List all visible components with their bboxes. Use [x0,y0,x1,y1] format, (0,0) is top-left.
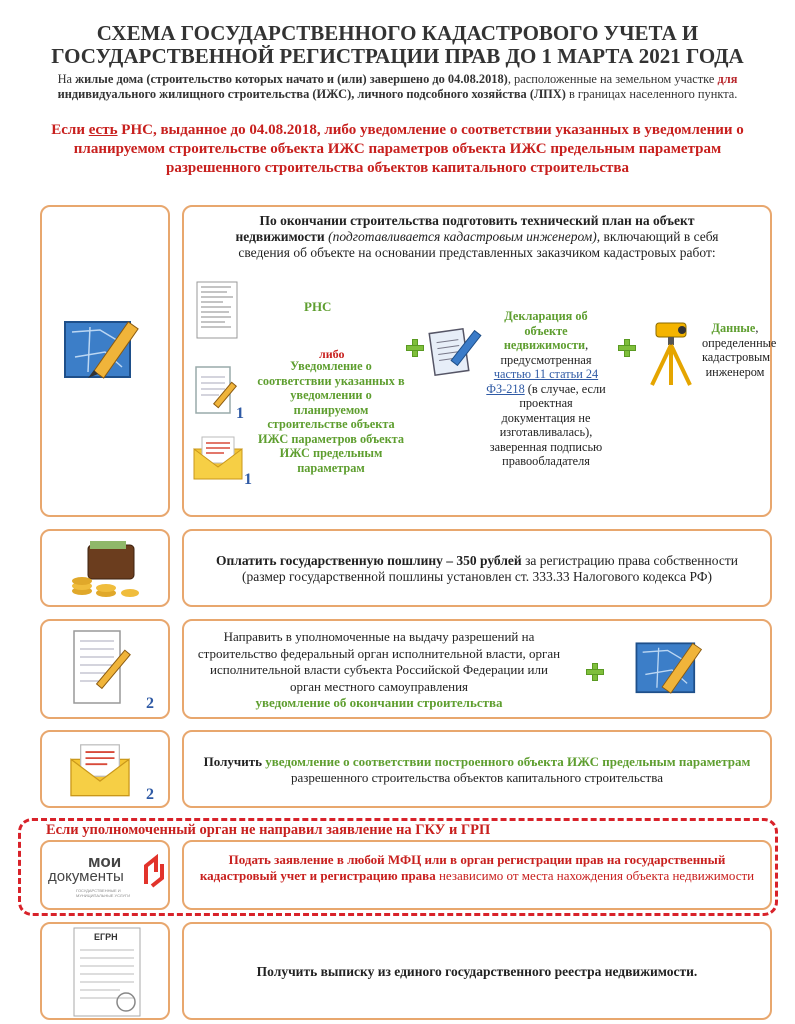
blueprint-pencil-icon [60,312,150,392]
step3-footnote: 2 [146,695,154,712]
step1-t1: По окончании строительства подготовить технический план на объект [259,213,695,228]
decl-a: , предусмотренная [500,338,592,367]
step2-content-box [182,529,772,607]
cond-d: планируемом строительстве объекта ИЖС параметров объекта ИЖС предельным параметрам [73,141,722,157]
step4-icon-box [40,730,170,808]
egrn-label: ЕГРН [94,932,118,942]
step4-text [190,754,764,786]
cond-b: есть [88,122,118,138]
intro-text [25,72,770,102]
step3-b: уведомление об окончании строительства [255,695,503,710]
decl-title: Декларация об объекте недвижимости [503,309,588,352]
condition-heading [20,121,775,178]
surveyor-data-text [702,321,777,379]
logo-top: мои [88,852,122,871]
step1-t5: сведения об объекте на основании представленных заказчиком кадастровых работ: [238,245,716,260]
intro-part: На [57,72,76,86]
step4-content-box [182,730,772,808]
step2-a: Оплатить государственную пошлину – 350 рублей [216,553,522,568]
step1-content-box [182,205,777,517]
step1-t3: (подготавливается кадастровым инженером) [324,229,597,244]
step3-text [194,629,564,712]
plus-icon-2 [618,339,636,357]
decl-b: (в случае, если проектная документация не изготавливалась), заверенная подписью правообладателя [489,381,606,468]
step5-a: Подать заявление в любой МФЦ или в орган регистрации прав на государственный кадастровый учет и регистрацию права [199,852,726,883]
title-line-1: СХЕМА ГОСУДАРСТВЕННОГО КАДАСТРОВОГО УЧЕТА И [96,21,699,45]
declaration-icon [428,325,484,377]
step4-footnote: 2 [146,786,154,803]
notice-text: Уведомление о соответствии указанных в уведомлении о планируемом строительстве объекта ИЖС параметров объекта ИЖС предельным параметрам [257,359,405,475]
footnote-number-1: 1 [236,405,244,422]
step5-condition: Если уполномоченный орган не направил заявление на ГКУ и ГРП [46,822,491,838]
step3-content-box [182,619,772,719]
step5-text [190,852,764,884]
envelope-icon [192,433,244,481]
page-title [0,22,795,68]
moi-dokumenty-logo [48,852,164,902]
step2-c: (размер государственной пошлины установлен ст. 333.33 Налогового кодекса РФ) [242,569,712,584]
data-b: , определенные кадастровым инженером [702,321,777,379]
footnote-number-2: 1 [244,471,252,488]
intro-part: в границах населенного пункта. [565,87,738,101]
logo-mark-icon [142,854,164,888]
step1-heading [192,213,762,261]
step4-b: уведомление о соответствии построенного объекта ИЖС предельным параметрам [265,754,751,769]
step6-text: Получить выписку из единого государственного реестра недвижимости. [256,964,698,979]
cond-c: РНС, выданное до 04.08.2018, либо уведомление о соответствии указанных в уведомлении о [117,122,744,138]
intro-part: , расположенные на земельном участке [507,72,718,86]
logo-bottom: документы [48,868,124,885]
step5-b: независимо от места нахождения объекта недвижимости [435,868,755,883]
blueprint-pencil-icon-2 [632,633,712,707]
step6-content-box [182,922,772,1020]
step1-t2: недвижимости [235,229,325,244]
step4-a: Получить [203,754,266,769]
notice-document-icon [192,363,242,418]
cond-e: разрешенного строительства объектов капитального строительства [166,160,629,176]
envelope-icon-2 [68,740,132,798]
surveyor-tripod-icon [642,319,700,389]
logo-sub: ГОСУДАРСТВЕННЫЕ И МУНИЦИПАЛЬНЫЕ УСЛУГИ [76,888,131,898]
step5-content-box [182,840,772,910]
step1-icon-box [40,205,170,517]
wallet-coins-icon [68,539,148,599]
intro-hl: для [717,72,738,86]
intro-bold: жилые дома (строительство которых начато и (или) завершено до 04.08.2018) [75,72,508,86]
document-pencil-icon [70,627,140,711]
step3-a: Направить в уполномоченные на выдачу разрешений на строительство федеральный орган исполнительной власти, орган исполнительной власти субъекта Российской Федерации или орган местного самоуправления [197,629,561,694]
plus-icon-3 [586,663,604,681]
rns-document-icon [196,281,238,339]
or-label: либо [319,347,345,361]
cond-a: Если [51,122,89,138]
step2-b: за регистрацию права собственности [521,553,738,568]
plus-icon [406,339,424,357]
step5-logo-box [40,840,170,910]
step2-icon-box [40,529,170,607]
data-a: Данные [711,321,756,335]
step3-icon-box [40,619,170,719]
rns-label: РНС [304,299,332,314]
step6-icon-box [40,922,170,1020]
intro-bold-2: индивидуального жилищного строительства (ИЖС), личного подсобного хозяйства (ЛПХ) [57,87,566,101]
step4-c: разрешенного строительства объектов капитального строительства [291,770,663,785]
step1-t4: , включающий в себя [596,229,719,244]
declaration-text [484,309,608,469]
step2-text [190,553,764,585]
title-line-2: ГОСУДАРСТВЕННОЙ РЕГИСТРАЦИИ ПРАВ ДО 1 МАРТА 2021 ГОДА [51,44,744,68]
law-link[interactable]: частью 11 статьи 24 ФЗ-218 [486,367,599,396]
